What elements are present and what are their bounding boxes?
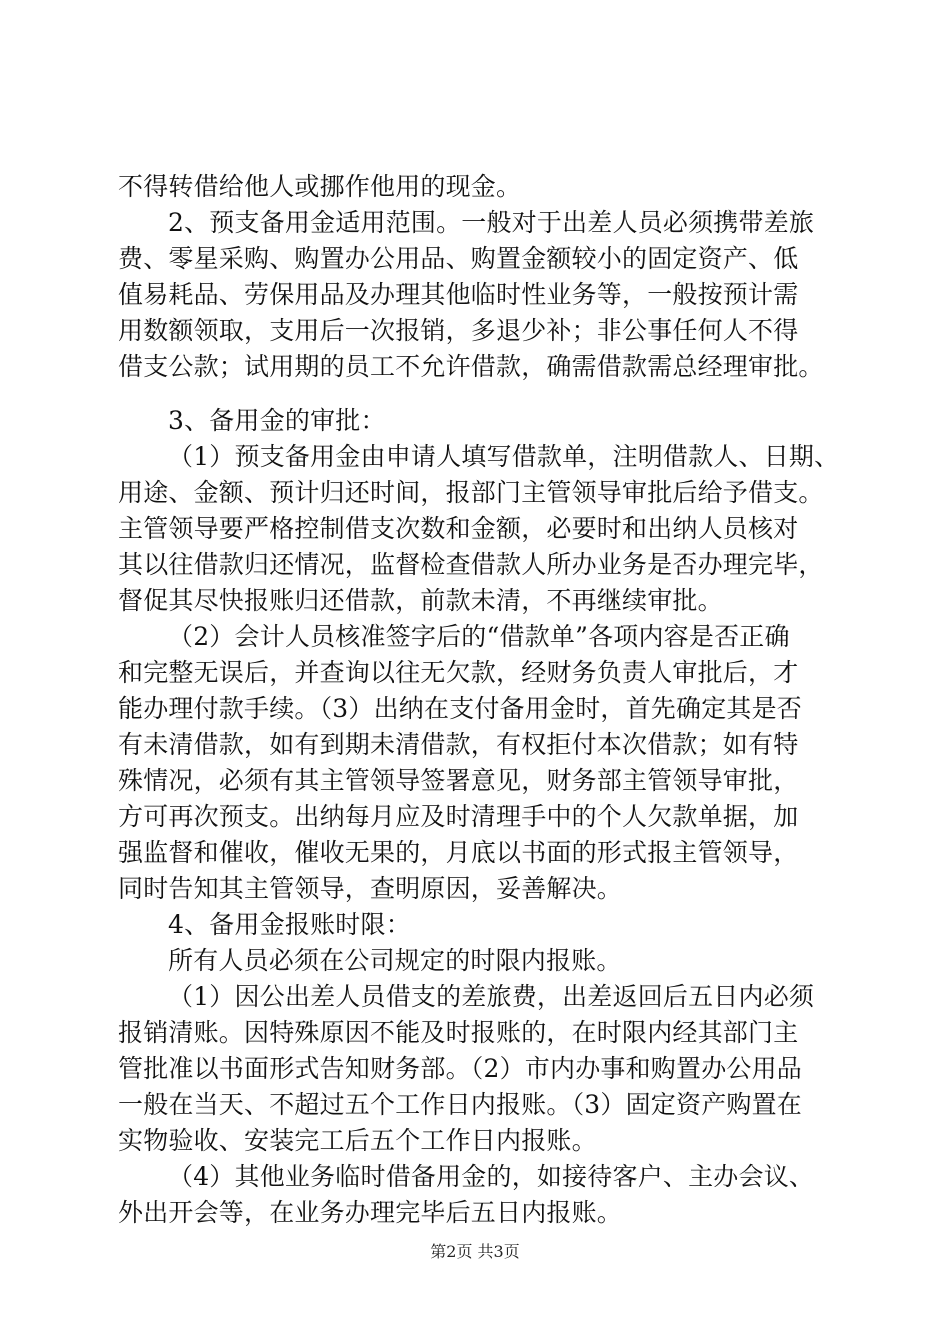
body-line: 值易耗品、劳保用品及办理其他临时性业务等，一般按预计需 — [118, 280, 799, 309]
body-line: 借支公款；试用期的员工不允许借款，确需借款需总经理审批。 — [118, 352, 824, 381]
body-line: 其以往借款归还情况，监督检查借款人所办业务是否办理完毕， — [118, 550, 824, 579]
body-line: （2）会计人员核准签字后的“借款单”各项内容是否正确 — [168, 622, 790, 651]
section-heading: 4、备用金报账时限： — [168, 910, 411, 939]
body-line: 有未清借款，如有到期未清借款，有权拒付本次借款；如有特 — [118, 730, 799, 759]
body-line: 用数额领取，支用后一次报销，多退少补；非公事任何人不得 — [118, 316, 799, 345]
body-line: 实物验收、安装完工后五个工作日内报账。 — [118, 1126, 597, 1155]
body-line: 同时告知其主管领导，查明原因，妥善解决。 — [118, 874, 623, 903]
body-line: 和完整无误后，并查询以往无欠款，经财务负责人审批后，才 — [118, 658, 799, 687]
body-line: 一般在当天、不超过五个工作日内报账。（3）固定资产购置在 — [118, 1090, 803, 1119]
body-line: 不得转借给他人或挪作他用的现金。 — [118, 172, 522, 201]
body-line: 外出开会等，在业务办理完毕后五日内报账。 — [118, 1198, 623, 1227]
body-line: 督促其尽快报账归还借款，前款未清，不再继续审批。 — [118, 586, 723, 615]
body-line: 强监督和催收，催收无果的，月底以书面的形式报主管领导， — [118, 838, 799, 867]
body-line: （1）因公出差人员借支的差旅费，出差返回后五日内必须 — [168, 982, 815, 1011]
body-line: 所有人员必须在公司规定的时限内报账。 — [168, 946, 622, 975]
body-line: 殊情况，必须有其主管领导签署意见，财务部主管领导审批， — [118, 766, 799, 795]
body-line: （1）预支备用金由申请人填写借款单，注明借款人、日期、 — [168, 442, 840, 471]
body-line: （4）其他业务临时借备用金的，如接待客户、主办会议、 — [168, 1162, 815, 1191]
body-line: 方可再次预支。出纳每月应及时清理手中的个人欠款单据，加 — [118, 802, 799, 831]
body-line: 主管领导要严格控制借支次数和金额，必要时和出纳人员核对 — [118, 514, 799, 543]
body-line: 能办理付款手续。（3）出纳在支付备用金时，首先确定其是否 — [118, 694, 803, 723]
body-line: 管批准以书面形式告知财务部。（2）市内办事和购置办公用品 — [118, 1054, 803, 1083]
body-line: 报销清账。因特殊原因不能及时报账的，在时限内经其部门主 — [118, 1018, 799, 1047]
body-line: 用途、金额、预计归还时间，报部门主管领导审批后给予借支。 — [118, 478, 824, 507]
page-number-footer: 第2页 共3页 — [430, 1242, 520, 1261]
body-line: 费、零星采购、购置办公用品、购置金额较小的固定资产、低 — [118, 244, 799, 273]
body-line: 2、预支备用金适用范围。一般对于出差人员必须携带差旅 — [168, 208, 815, 237]
section-heading: 3、备用金的审批： — [168, 406, 386, 435]
